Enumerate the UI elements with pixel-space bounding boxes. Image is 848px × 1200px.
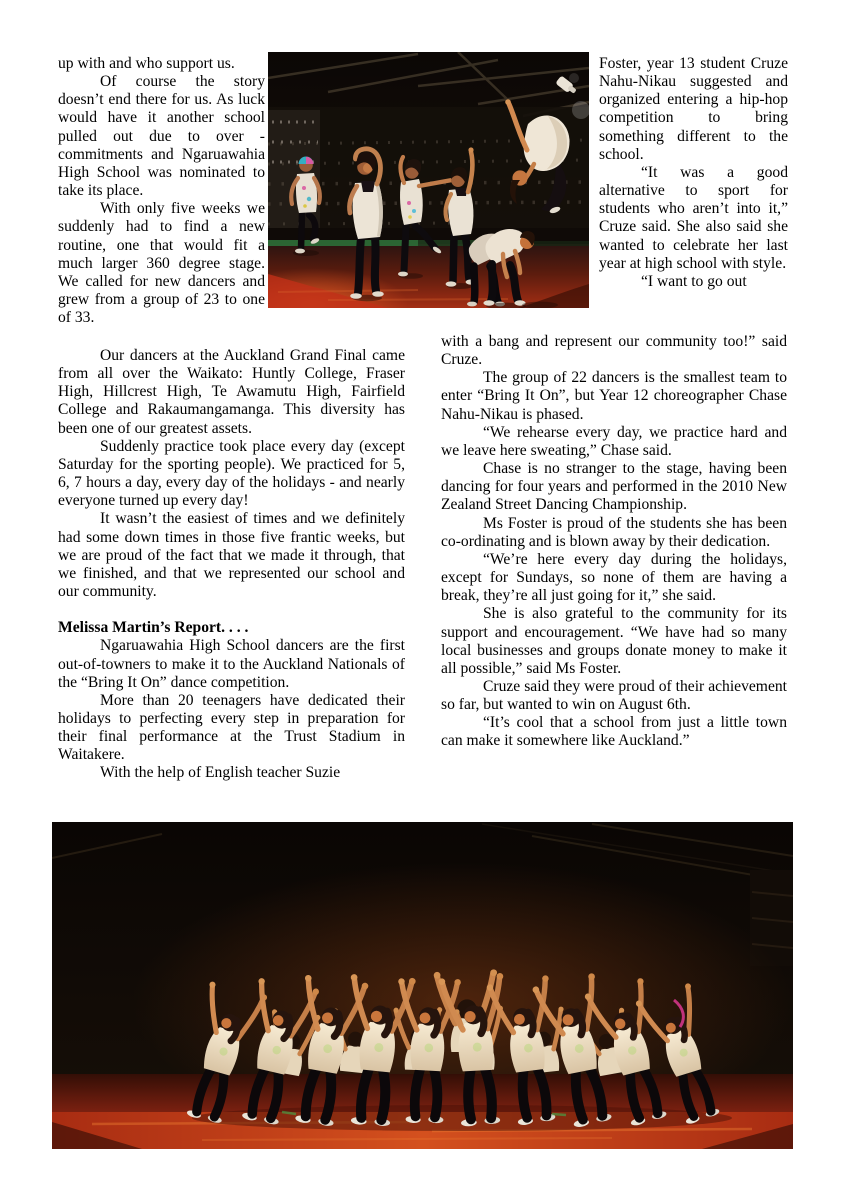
stage-photo-top-art bbox=[268, 52, 589, 308]
left-column-main bbox=[58, 347, 405, 783]
paragraph: With only five weeks we suddenly had to find a new routine, one that would fit a much larger 360 degree stage. We called for new dancers and grew from a group of 23 to one of 33. bbox=[58, 200, 265, 327]
paragraph: She is also grateful to the community for its support and encouragement. “We have had so many local businesses and groups donate money to make it all possible,” said Ms Foster. bbox=[441, 605, 787, 677]
report-heading: Melissa Martin’s Report. . . . bbox=[58, 619, 249, 637]
paragraph: “I want to go out bbox=[641, 272, 747, 290]
right-column-main bbox=[441, 333, 787, 751]
paragraph: Ngaruawahia High School dancers are the first out-of-towners to make it to the Auckland Nationals of the “Bring It On” dance competition. bbox=[58, 637, 405, 691]
paragraph: The group of 22 dancers is the smallest team to enter “Bring It On”, but Year 12 choreographer Chase Nahu-Nikau is phased. bbox=[441, 369, 787, 423]
paragraph: Foster, year 13 student Cruze Nahu-Nikau suggested and organized entering a hip-hop competition to bring something different to the school. bbox=[599, 55, 788, 163]
paragraph: “We rehearse every day, we practice hard and we leave here sweating,” Chase said. bbox=[441, 423, 787, 459]
paragraph: “It’s cool that a school from just a little town can make it somewhere like Auckland.” bbox=[441, 714, 787, 750]
paragraph: With the help of English teacher Suzie bbox=[100, 764, 341, 782]
paragraph: Cruze said they were proud of their achievement so far, but wanted to win on August 6th. bbox=[441, 677, 787, 714]
paragraph: “We’re here every day during the holidays, except for Sundays, so none of them are having a break, they’re all just going for it,” she said. bbox=[441, 550, 787, 605]
paragraph: up with and who support us. bbox=[58, 55, 235, 72]
paragraph: “It was a good alternative to sport for students who aren’t into it,” Cruze said. She also said she wanted to celebrate her last year at high school with style. bbox=[599, 163, 788, 272]
stage-photo-bottom-art bbox=[52, 822, 793, 1149]
paragraph: with a bang and represent our community too!” said Cruze. bbox=[441, 333, 787, 369]
paragraph: Ms Foster is proud of the students she has been co-ordinating and is blown away by their dedication. bbox=[441, 514, 787, 550]
right-column-top bbox=[599, 55, 788, 291]
paragraph: Chase is no stranger to the stage, having been dancing for four years and performed in the 2010 New Zealand Street Dancing Championship. bbox=[441, 460, 787, 514]
paragraph: It wasn’t the easiest of times and we definitely had some down times in those five frantic weeks, but we are proud of the fact that we made it through, that we finished, and that we represented our school and our community. bbox=[58, 510, 405, 601]
stage-photo-bottom bbox=[52, 822, 793, 1149]
paragraph: More than 20 teenagers have dedicated their holidays to perfecting every step in preparation for their final performance at the Trust Stadium in Waitakere. bbox=[58, 691, 405, 764]
paragraph: Our dancers at the Auckland Grand Final came from all over the Waikato: Huntly College, Fraser High, Hillcrest High, Te Awamutu High, Fairfield College and Rakaumangamanga. This diversity has been one of our greatest assets. bbox=[58, 347, 405, 437]
left-column-top bbox=[58, 55, 265, 327]
paragraph: Suddenly practice took place every day (except Saturday for the sporting people). We practiced for 5, 6, 7 hours a day, every day of the holidays - and nearly everyone turned up every day! bbox=[58, 437, 405, 510]
stage-photo-top bbox=[268, 52, 589, 308]
paragraph: Of course the story doesn’t end there for us. As luck would have it another school pulled out due to over -commitments and Ngaruawahia High School was nominated to take its place. bbox=[58, 73, 265, 200]
